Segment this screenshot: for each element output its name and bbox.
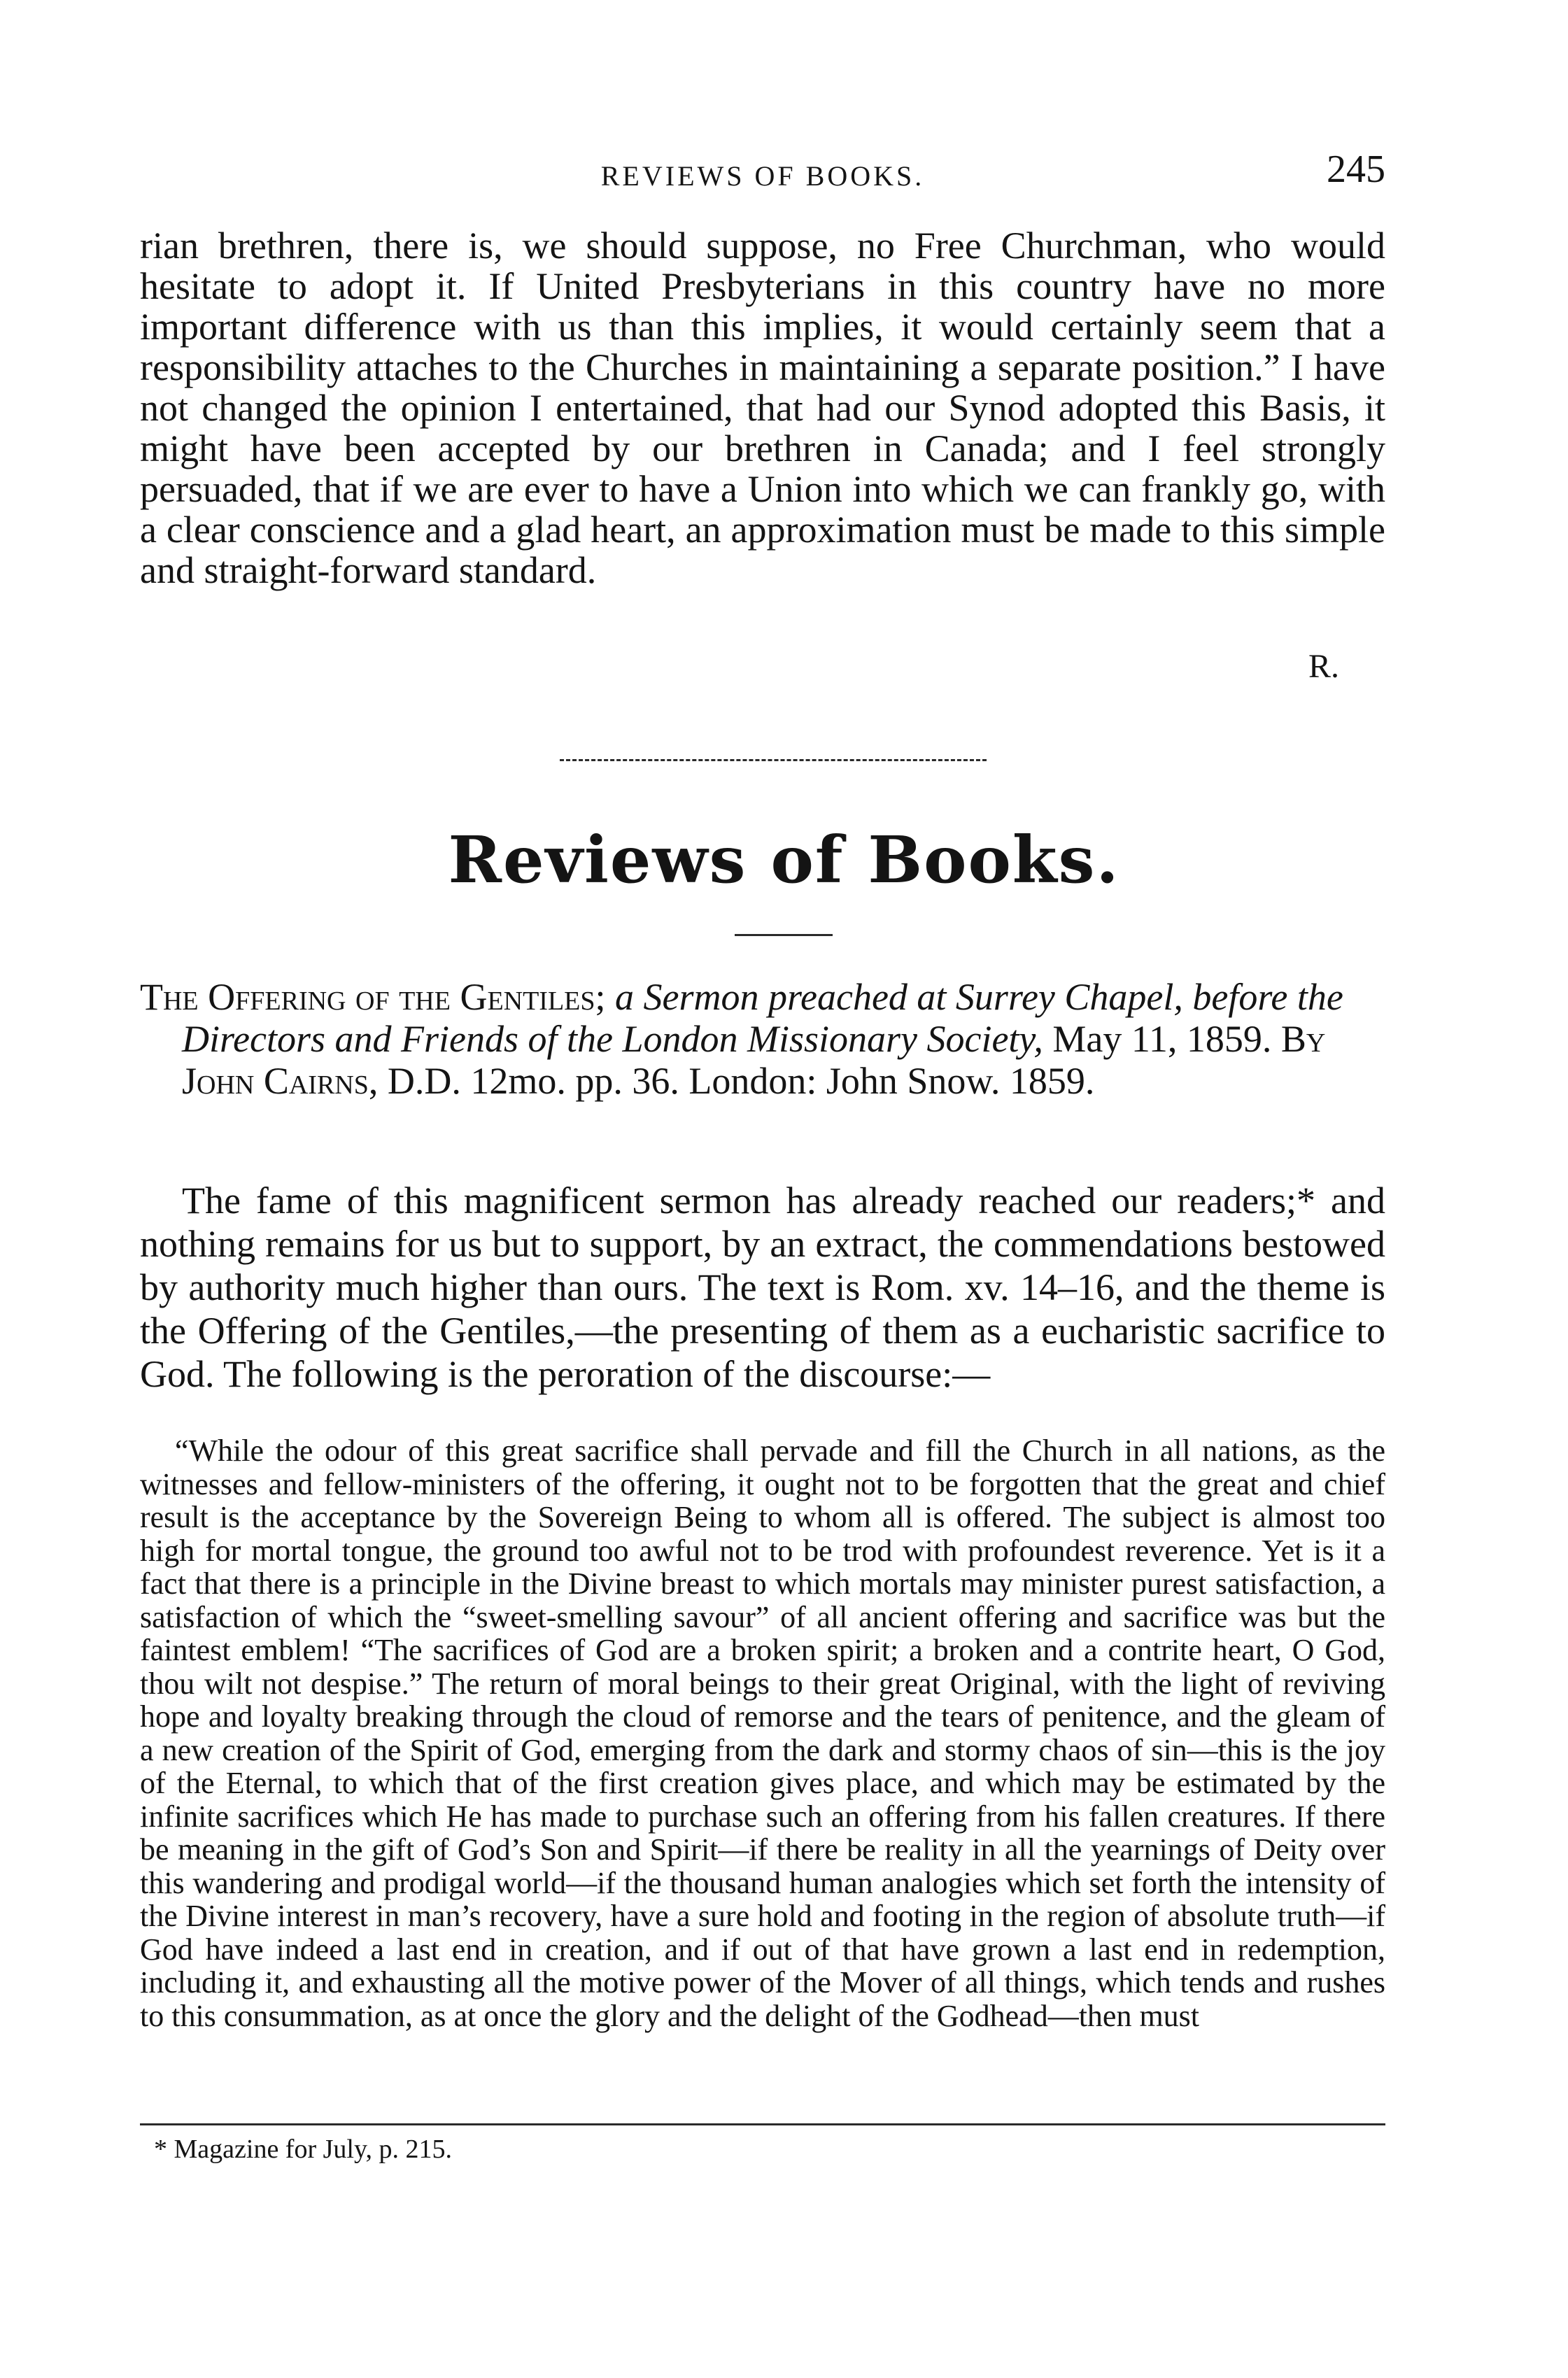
book-imprint: London: John Snow. 1859. — [688, 1060, 1095, 1102]
book-author: John Cairns, — [182, 1060, 379, 1102]
sermon-quote: “While the odour of this great sacrifice shall pervade and fill the Church in all nations, as the witnesses and fellow-ministers of the offering, it ought not to be forgotten that the great and chief result is the acceptance by the Sovereign Being to whom all is offered. The subject is almost too high for mortal tongue, the ground too awful not to be trod with profoundest reverence. Yet is it a fact that there is a principle in the Divine breast to which mortals may minister purest satisfaction, a satisfaction of which the “sweet-smelling savour” of all ancient offering and sacrifice was but the faintest emblem! “The sacrifices of God are a broken spirit; a broken and a contrite heart, O God, thou wilt not despise.” The return of moral beings to their great Original, with the light of reviving hope and loyalty breaking through the cloud of remorse and the tears of penitence, and the gleam of a new creation of the Spirit of God, emerging from the dark and stormy chaos of sin—this is the joy of the Eternal, to which that of the first creation gives place, and which may be estimated by the infinite sacrifices which He has made to purchase such an offering from his fallen creatures. If there be meaning in the gift of God’s Son and Spirit—if there be reality in all the yearnings of Deity over this wandering and prodigal world—if the thousand human analogies which set forth the intensity of the Divine interest in man’s recovery, have a sure hold and footing in the region of absolute truth—if God have indeed a last end in creation, and if out of that have grown a last end in redemption, including it, and exhausting all the motive power of the Mover of all things, which tends and rushes to this consummation, as at once the glory and the delight of the Godhead—then must — [140, 1434, 1385, 2033]
book-details: D.D. 12mo. pp. 36. — [387, 1060, 679, 1102]
book-entry — [140, 976, 1385, 1102]
author-signature: R. — [1308, 648, 1340, 685]
book-date: May 11, 1859. — [1052, 1018, 1272, 1060]
book-title: The Offering of the Gentiles; — [140, 976, 606, 1018]
section-heading: Reviews of Books. — [448, 822, 1120, 898]
footnote: * Magazine for July, p. 215. — [154, 2135, 452, 2164]
review-paragraph: The fame of this magnificent sermon has already reached our readers;* and nothing remains for us but to support, by an extract, the commendations bestowed by authority much higher than ours. The text is Rom. xv. 14–16, and the theme is the Offering of the Gentiles,—the presenting of them as a eucharistic sacrifice to God. The following is the peroration of the discourse:— — [140, 1180, 1385, 1395]
book-subtitle: a Sermon preached at Surrey Chapel, before the Directors and Friends of the London Missionary Society, — [182, 976, 1343, 1060]
section-divider — [560, 759, 987, 761]
book-by: By — [1280, 1018, 1326, 1060]
page-header — [140, 147, 1385, 196]
footnote-rule — [140, 2123, 1385, 2125]
page-number: 245 — [1327, 148, 1385, 191]
running-head: REVIEWS OF BOOKS. — [600, 160, 925, 192]
continuation-paragraph: rian brethren, there is, we should suppose, no Free Churchman, who would hesitate to adopt it. If United Presbyterians in this country have no more important difference with us than this implies, it would certainly seem that a responsibility attaches to the Churches in maintaining a separate position.” I have not changed the opinion I entertained, that had our Synod adopted this Basis, it might have been accepted by our brethren in Canada; and I feel strongly persuaded, that if we are ever to have a Union into which we can frankly go, with a clear conscience and a glad heart, an approximation must be made to this simple and straight-forward standard. — [140, 225, 1385, 591]
heading-rule — [735, 934, 833, 936]
